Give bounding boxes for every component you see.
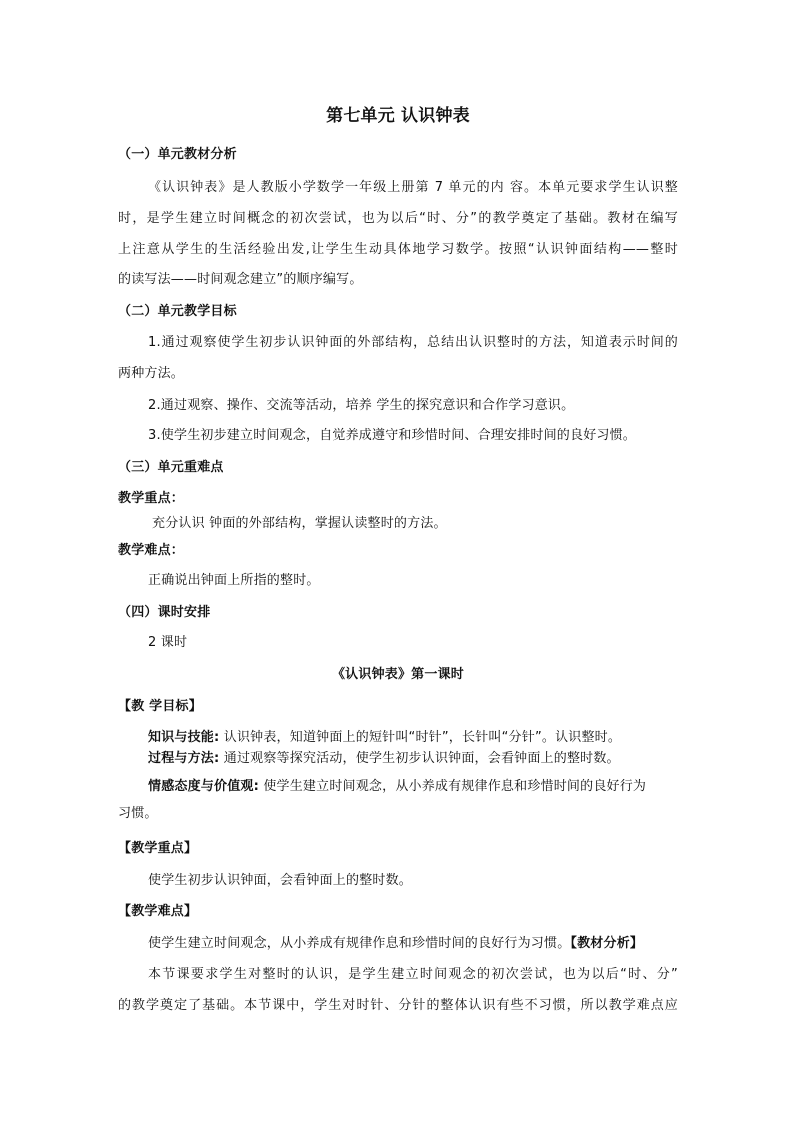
difficulty-label: 教学难点： bbox=[118, 543, 185, 558]
goal-item: 1.通过观察使学生初步认识钟面的外部结构，总结出认识整时的方法，知道表示时间的 bbox=[148, 335, 678, 350]
goal-knowledge-text: 认识钟表，知道钟面上的短针叫“时针”，长针叫“分针”。认识整时。 bbox=[219, 730, 622, 745]
paragraph-line: 的读写法——时间观念建立”的顺序编写。 bbox=[118, 272, 363, 287]
goal-attitude-continued: 习惯。 bbox=[118, 806, 158, 821]
lesson-difficulty-heading: 【教学难点】 bbox=[118, 904, 198, 919]
lesson-difficulty-text: 使学生建立时间观念，从小养成有规律作息和珍惜时间的良好行为习惯。 bbox=[148, 936, 571, 951]
goal-attitude-label: 情感态度与价值观: bbox=[148, 779, 259, 794]
lesson-count: 2 课时 bbox=[148, 635, 188, 650]
goal-process bbox=[148, 749, 678, 769]
goal-attitude-text: 使学生建立时间观念，从小养成有规律作息和珍惜时间的良好行为 bbox=[259, 779, 647, 794]
goal-attitude bbox=[148, 777, 678, 797]
section-heading-1: （一）单元教材分析 bbox=[118, 147, 237, 162]
lesson-focus-heading: 【教学重点】 bbox=[118, 841, 198, 856]
goal-item-continued: 两种方法。 bbox=[118, 366, 185, 381]
section-heading-4: （四）课时安排 bbox=[118, 605, 211, 620]
paragraph-line: 时，是学生建立时间概念的初次尝试，也为以后“时、分”的教学奠定了基础。教材在编写 bbox=[118, 211, 678, 226]
goal-knowledge bbox=[148, 728, 678, 748]
lesson-difficulty-line bbox=[148, 934, 678, 954]
goals-heading: 【教 学目标】 bbox=[118, 699, 202, 714]
lesson-focus-text: 使学生初步认识钟面，会看钟面上的整时数。 bbox=[148, 873, 413, 888]
paragraph-line: 上注意从学生的生活经验出发,让学生生动具体地学习数学。按照“认识钟面结构——整时 bbox=[118, 242, 678, 257]
lesson-title: 《认识钟表》第一课时 bbox=[331, 667, 464, 682]
section-heading-3: （三）单元重难点 bbox=[118, 460, 224, 475]
section-heading-2: （二）单元教学目标 bbox=[118, 304, 237, 319]
goal-item: 2.通过观察、操作、交流等活动，培养 学生的探究意识和合作学习意识。 bbox=[148, 398, 575, 413]
focus-label: 教学重点： bbox=[118, 491, 185, 506]
analysis-line: 本节课要求学生对整时的认识，是学生建立时间观念的初次尝试，也为以后“时、分” bbox=[148, 967, 678, 982]
goal-process-text: 通过观察等探究活动，使学生初步认识钟面，会看钟面上的整时数。 bbox=[219, 751, 620, 766]
goal-item: 3.使学生初步建立时间观念，自觉养成遵守和珍惜时间、合理安排时间的良好习惯。 bbox=[148, 428, 637, 443]
goal-process-label: 过程与方法: bbox=[148, 751, 220, 766]
analysis-heading: 【教材分析】 bbox=[570, 936, 644, 951]
analysis-line: 的教学奠定了基础。本节课中，学生对时针、分针的整体认识有些不习惯，所以教学难点应 bbox=[118, 998, 678, 1013]
paragraph-line: 《认识钟表》是人教版小学数学一年级上册第 7 单元的内 容。本单元要求学生认识整 bbox=[148, 180, 678, 195]
difficulty-text: 正确说出钟面上所指的整时。 bbox=[148, 573, 320, 588]
document-title: 第七单元 认识钟表 bbox=[326, 106, 470, 126]
goal-knowledge-label: 知识与技能: bbox=[148, 730, 220, 745]
focus-text: 充分认识 钟面的外部结构，掌握认读整时的方法。 bbox=[152, 516, 447, 531]
